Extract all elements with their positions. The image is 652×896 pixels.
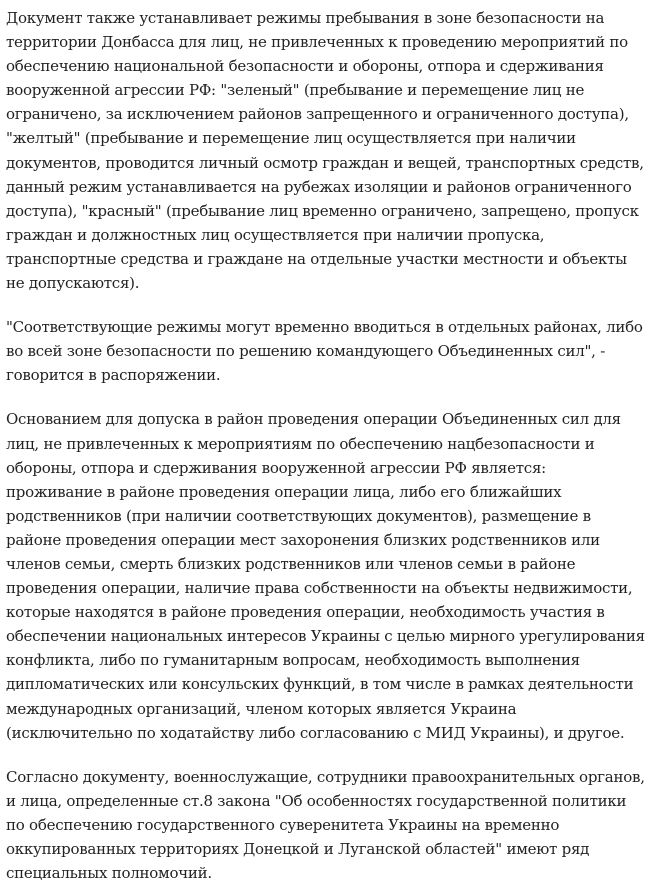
paragraph-special-powers: Согласно документу, военнослужащие, сотрудники правоохранительных органов, и лица, определенные ст.8 закона "Об особенностях государственной политики по обеспечению государственного суверенитета Украины на временно оккупированных территориях Донецкой и Луганской областей" имеют ряд специальных полномочий. <box>6 767 645 883</box>
paragraph-regime-quote: "Соответствующие режимы могут временно вводиться в отдельных районах, либо во всей зоне безопасности по решению командующего Объединенных сил", - говорится в распоряжении. <box>6 318 643 385</box>
paragraph-security-regimes: Документ также устанавливает режимы пребывания в зоне безопасности на территории Донбасса для лиц, не привлеченных к проведению мероприятий по обеспечению национальной безопасности и обороны, отпора и сдерживания вооруженной агрессии РФ: "зеленый" (пребывание и перемещение лиц не ограничено, за исключением районов запрещенного и ограниченного доступа), "желтый" (пребывание и перемещение лиц осуществляется при наличии документов, проводится личный осмотр граждан и вещей, транспортных средств, данный режим устанавливается на рубежах изоляции и районов ограниченного доступа), "красный" (пребывание лиц временно ограничено, запрещено, пропуск граждан и должностных лиц осуществляется при наличии пропуска, транспортные средства и граждане на отдельные участки местности и объекты не допускаются). <box>6 9 644 293</box>
paragraph-access-grounds: Основанием для допуска в район проведения операции Объединенных сил для лиц, не привлеченных к мероприятиям по обеспечению нацбезопасности и обороны, отпора и сдерживания вооруженной агрессии РФ является: проживание в районе проведения операции лица, либо его ближайших родственников (при наличии соответствующих документов), размещение в районе проведения операции мест захоронения близких родственников или членов семьи, смерть близких родственников или членов семьи в районе проведения операции, наличие права собственности на объекты недвижимости, которые находятся в районе проведения операции, необходимость участия в обеспечении национальных интересов Украины с целью мирного урегулирования конфликта, либо по гуманитарным вопросам, необходимость выполнения дипломатических или консульских функций, в том числе в рамках деятельности международных организаций, членом которых является Украина (исключительно по ходатайству либо согласованию с МИД Украины), и другое. <box>6 410 645 742</box>
